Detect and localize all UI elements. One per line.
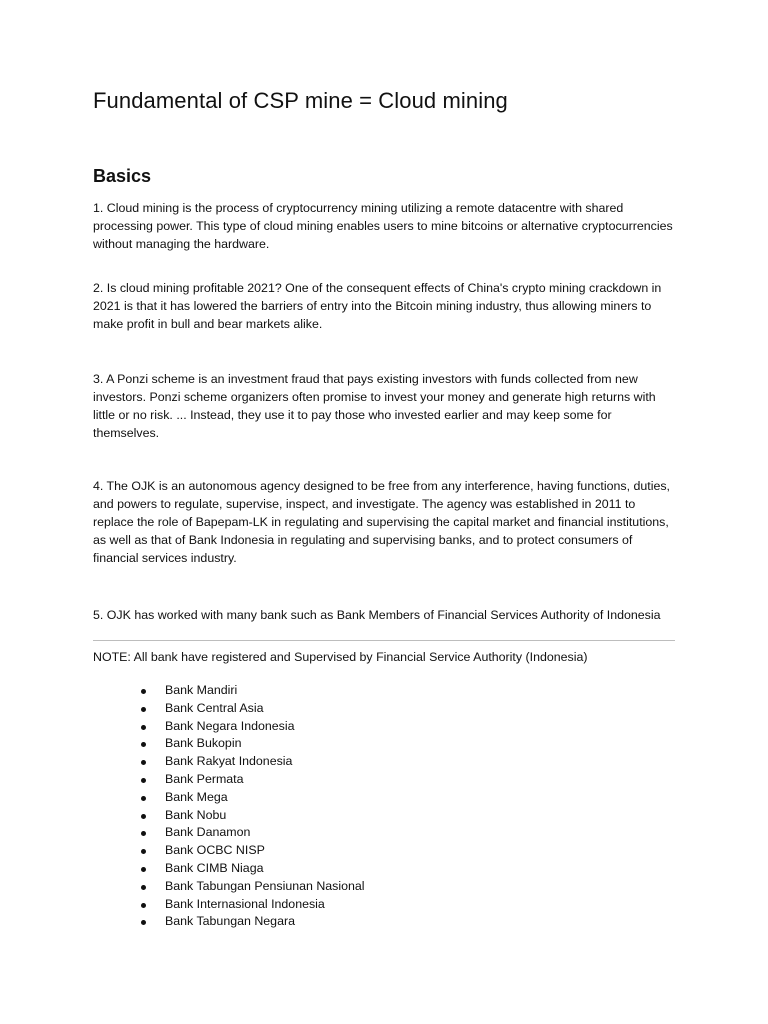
list-item	[140, 878, 365, 896]
paragraph-3: 3. A Ponzi scheme is an investment fraud that pays existing investors with funds collected from new investors. Ponzi scheme organizers often promise to invest your money and generate high returns with little or no risk. ... Instead, they use it to pay those who invested earlier and may keep some for themselves.	[93, 372, 656, 440]
bullet-icon	[141, 903, 146, 908]
list-item	[140, 718, 365, 736]
paragraph-1: 1. Cloud mining is the process of cryptocurrency mining utilizing a remote datacentre with shared processing power. This type of cloud mining enables users to mine bitcoins or alternative cryptocurrencies without managing the hardware.	[93, 201, 673, 251]
bank-name: Bank Mandiri	[165, 683, 238, 697]
section-heading-basics: Basics	[93, 166, 152, 186]
bank-name: Bank Internasional Indonesia	[165, 896, 325, 911]
list-item	[140, 896, 365, 914]
list-item	[140, 735, 365, 753]
list-item	[140, 860, 365, 878]
bank-name: Bank CIMB Niaga	[165, 860, 264, 875]
bullet-icon	[141, 707, 146, 712]
bank-name: Bank Tabungan Pensiunan Nasional	[165, 878, 365, 893]
document-title: Fundamental of CSP mine = Cloud mining	[93, 88, 508, 113]
bank-name: Bank Tabungan Negara	[165, 914, 295, 929]
list-item	[140, 682, 365, 700]
bullet-icon	[141, 689, 146, 694]
bullet-icon	[141, 920, 146, 925]
bank-list	[140, 682, 365, 931]
list-item	[140, 753, 365, 771]
bank-name: Bank OCBC NISP	[165, 843, 265, 858]
bank-name: Bank Permata	[165, 771, 244, 786]
bullet-icon	[141, 725, 146, 730]
list-item	[140, 771, 365, 789]
bullet-icon	[141, 778, 146, 783]
list-item	[140, 700, 365, 718]
bank-name: Bank Negara Indonesia	[165, 718, 295, 733]
list-item	[140, 842, 365, 860]
bullet-icon	[141, 849, 146, 854]
bullet-icon	[141, 742, 146, 747]
note-text: NOTE: All bank have registered and Supervised by Financial Service Authority (Indonesia)	[93, 650, 588, 664]
paragraph-2: 2. Is cloud mining profitable 2021? One of the consequent effects of China's crypto mining crackdown in 2021 is that it has lowered the barriers of entry into the Bitcoin mining industry, thus allowing miners to make profit in bull and bear markets alike.	[93, 281, 662, 331]
bullet-icon	[141, 885, 146, 890]
paragraph-5: 5. OJK has worked with many bank such as Bank Members of Financial Services Authority of Indonesia	[93, 608, 661, 622]
bank-name: Bank Danamon	[165, 825, 251, 840]
bullet-icon	[141, 814, 146, 819]
horizontal-divider	[93, 640, 675, 641]
list-item	[140, 807, 365, 825]
list-item	[140, 789, 365, 807]
bullet-icon	[141, 867, 146, 872]
bullet-icon	[141, 760, 146, 765]
bullet-icon	[141, 831, 146, 836]
paragraph-4: 4. The OJK is an autonomous agency designed to be free from any interference, having functions, duties, and powers to regulate, supervise, inspect, and investigate. The agency was established in 2011 to replace the role of Bapepam-LK in regulating and supervising the capital market and financial institutions, as well as that of Bank Indonesia in regulating and supervising banks, and to protect consumers of financial services industry.	[93, 479, 670, 565]
list-item	[140, 824, 365, 842]
bank-name: Bank Central Asia	[165, 700, 264, 715]
bullet-icon	[141, 796, 146, 801]
bank-name: Bank Bukopin	[165, 736, 242, 751]
bank-name: Bank Rakyat Indonesia	[165, 754, 293, 769]
bank-name: Bank Mega	[165, 789, 228, 804]
list-item	[140, 913, 365, 931]
bank-name: Bank Nobu	[165, 807, 227, 822]
